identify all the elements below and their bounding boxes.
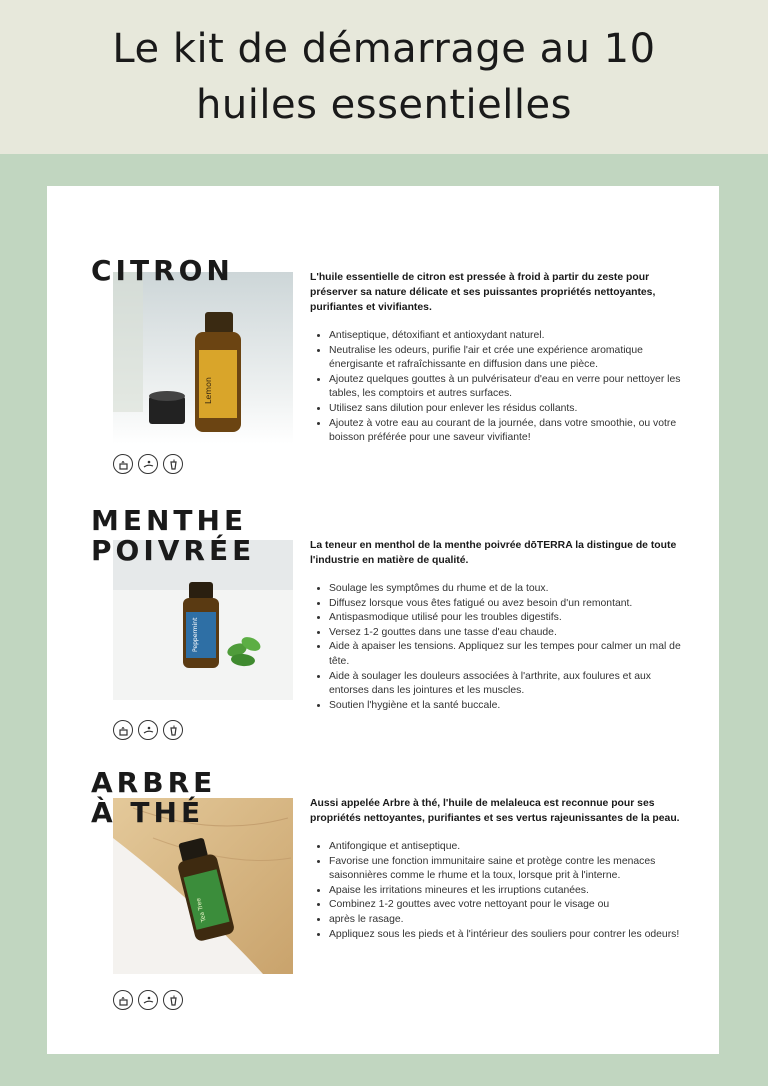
aromatic-use-icon [113, 990, 133, 1010]
oil-name: CITRON [91, 254, 234, 287]
oil-name: ARBRE À THÉ [91, 766, 217, 829]
list-item: • Appliquez sous les pieds et à l'intérieur des souliers pour contrer les odeurs! [329, 928, 682, 943]
list-item: • Combinez 1-2 gouttes avec votre nettoyant pour le visage ou [329, 898, 682, 913]
page-header [0, 0, 768, 154]
usage-icons [113, 990, 183, 1010]
list-item: • Soulage les symptômes du rhume et de la toux. [329, 582, 682, 597]
oil-description [310, 796, 682, 942]
usage-icons [113, 720, 183, 740]
topical-use-icon [138, 990, 158, 1010]
list-item: • après le rasage. [329, 913, 682, 928]
oil-intro: L'huile essentielle de citron est pressée à froid à partir du zeste pour préserver sa nature délicate et ses puissantes propriétés nettoyantes, purifiantes et vivifiantes. [310, 272, 656, 313]
oil-description [310, 270, 682, 446]
usage-icons [113, 454, 183, 474]
list-item: • Diffusez lorsque vous êtes fatigué ou avez besoin d'un remontant. [329, 597, 682, 612]
oil-sheet [47, 186, 719, 1054]
list-item: • Apaise les irritations mineures et les irruptions cutanées. [329, 884, 682, 899]
aromatic-use-icon [113, 454, 133, 474]
oil-name: MENTHE POIVRÉE [91, 504, 256, 567]
list-item: • Antiseptique, détoxifiant et antioxydant naturel. [329, 329, 682, 344]
topical-use-icon [138, 454, 158, 474]
list-item: • Neutralise les odeurs, purifie l'air et crée une expérience aromatique énergisante et rafraîchissante en diffusion dans une pièce. [329, 344, 682, 373]
topical-use-icon [138, 720, 158, 740]
oil-description [310, 538, 682, 713]
oil-section-citron [47, 256, 719, 486]
oil-intro: La teneur en menthol de la menthe poivrée dōTERRA la distingue de toute l'industrie en matière de qualité. [310, 540, 677, 566]
list-item: • Ajoutez à votre eau au courant de la journée, dans votre smoothie, ou votre boisson préférée pour une saveur vivifiante! [329, 417, 682, 446]
oil-benefits-list [310, 582, 682, 713]
list-item: • Utilisez sans dilution pour enlever les résidus collants. [329, 402, 682, 417]
internal-use-icon [163, 454, 183, 474]
oil-intro: Aussi appelée Arbre à thé, l'huile de melaleuca est reconnue pour ses propriétés nettoyantes, purifiantes et ses vertus rajeunissantes de la peau. [310, 798, 680, 824]
list-item: • Soutien l'hygiène et la santé buccale. [329, 699, 682, 714]
lemon-oil-photo [113, 272, 293, 444]
list-item: • Favorise une fonction immunitaire saine et protège contre les menaces saisonnières comme le rhume et la toux, lorsque prit à l'interne. [329, 855, 682, 884]
list-item: • Ajoutez quelques gouttes à un pulvérisateur d'eau en verre pour nettoyer les tables, les comptoirs et autres surfaces. [329, 373, 682, 402]
internal-use-icon [163, 990, 183, 1010]
list-item: • Antifongique et antiseptique. [329, 840, 682, 855]
aromatic-use-icon [113, 720, 133, 740]
oil-benefits-list [310, 840, 682, 942]
list-item: • Versez 1-2 gouttes dans une tasse d'eau chaude. [329, 626, 682, 641]
page-title: Le kit de démarrage au 10 huiles essentielles [112, 26, 656, 128]
list-item: • Aide à apaiser les tensions. Appliquez sur les tempes pour calmer un mal de tête. [329, 640, 682, 669]
oil-section-menthe-poivree [47, 506, 719, 746]
internal-use-icon [163, 720, 183, 740]
list-item: • Aide à soulager les douleurs associées à l'arthrite, aux foulures et aux entorses dans les jointures et les muscles. [329, 670, 682, 699]
oil-benefits-list [310, 329, 682, 446]
list-item: • Antispasmodique utilisé pour les troubles digestifs. [329, 611, 682, 626]
bottle-label: Tea Tree [195, 897, 208, 923]
oil-section-arbre-a-the [47, 768, 719, 1028]
bottle-label: Peppermint [192, 617, 199, 652]
bottle-label: Lemon [204, 377, 213, 404]
